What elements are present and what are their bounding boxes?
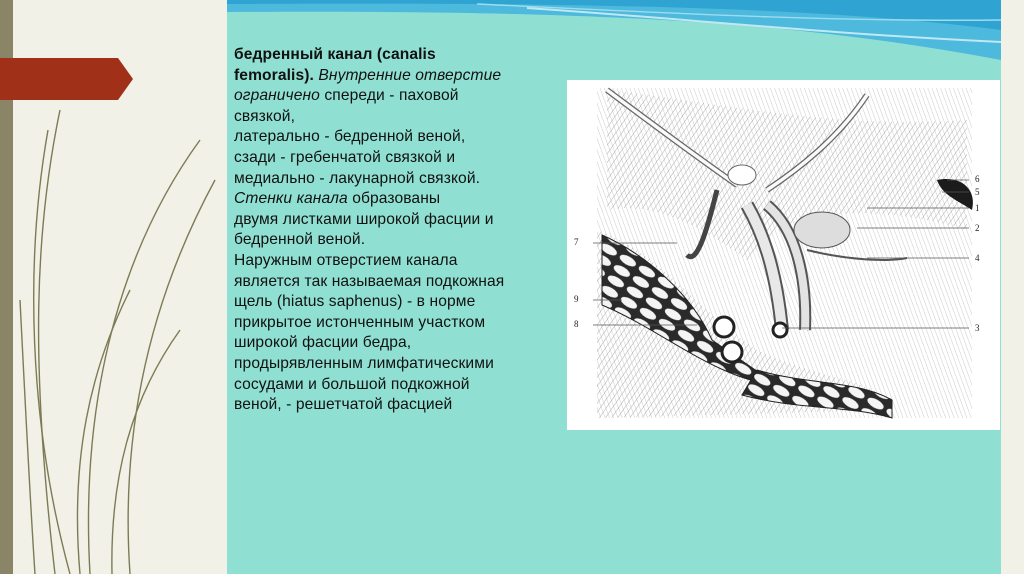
text-line: веной, - решетчатой фасцией [234, 396, 453, 414]
text-line: Наружным отверстием канала [234, 251, 458, 269]
figure-label-6: 6 [975, 174, 980, 184]
figure-label-4: 4 [975, 253, 980, 263]
text-line: двумя листками широкой фасции и [234, 210, 494, 228]
figure-label-7: 7 [574, 237, 579, 247]
figure-label-9: 9 [574, 294, 579, 304]
figure-label-3: 3 [975, 323, 980, 333]
figure-label-8: 8 [574, 319, 579, 329]
italic-phrase: Стенки канала [234, 190, 348, 208]
figure-label-2: 2 [975, 223, 980, 233]
text-line: широкой фасции бедра, [234, 334, 412, 352]
text-line: щель (hiatus saphenus) - в норме [234, 293, 476, 311]
title-arrow-icon [0, 58, 135, 102]
text-line: сосудами и большой подкожной [234, 375, 470, 393]
text-line [234, 189, 574, 210]
text-line [234, 86, 574, 107]
figure-label-1: 1 [975, 203, 980, 213]
italic-phrase: ограничено [234, 87, 320, 105]
description-text [234, 45, 574, 416]
text-line: продырявленным лимфатическими [234, 354, 494, 372]
latin-term: femoralis). [234, 66, 314, 84]
figure-label-5: 5 [975, 187, 980, 197]
text-line: прикрытое истонченным участком [234, 313, 486, 331]
heading-line: бедренный канал (canalis [234, 46, 436, 63]
text-line: является так называемая подкожная [234, 272, 505, 290]
text-line: бедренной веной. [234, 231, 366, 249]
text-line: латерально - бедренной веной, [234, 128, 466, 146]
text-line: сзади - гребенчатой связкой и [234, 148, 456, 166]
italic-phrase: Внутренние отверстие [313, 66, 502, 84]
anatomy-figure [567, 80, 1000, 430]
text-fragment: образованы [347, 190, 441, 208]
text-line [234, 66, 574, 87]
text-line: медиально - лакунарной связкой. [234, 169, 481, 187]
text-fragment: спереди - паховой [319, 87, 459, 105]
text-line: связкой, [234, 107, 296, 125]
anatomy-illustration-icon [567, 80, 1000, 430]
